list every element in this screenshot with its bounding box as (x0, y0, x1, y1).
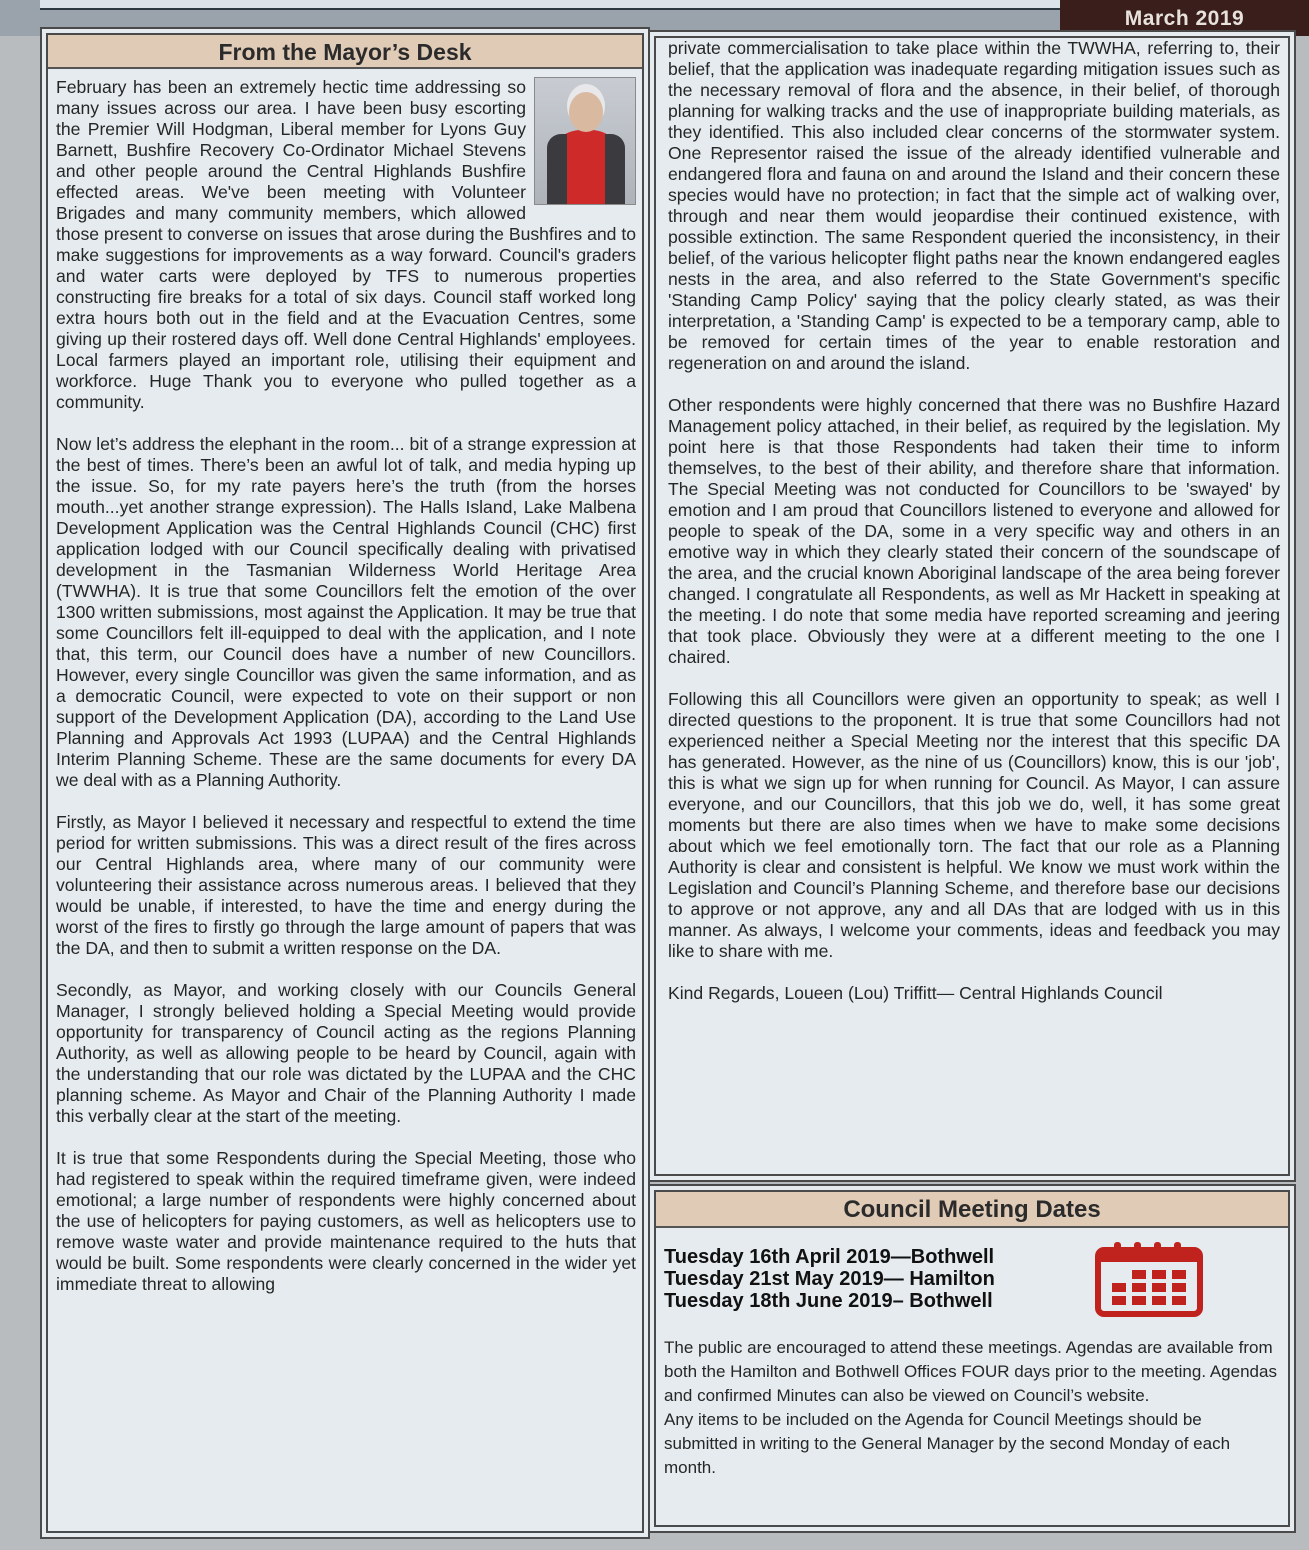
council-meeting-dates-panel (654, 1190, 1290, 1527)
meeting-dates-body (656, 1228, 1288, 1480)
mayors-desk-continued-body (656, 38, 1288, 1004)
mayor-paragraph-5: It is true that some Respondents during the Special Meeting, those who had registered to speak within the required timeframe given, were indeed emotional; a large number of respondents were highly concerned about the use of helicopters for paying customers, as well as helicopters use to remove waste water and provide maintenance required to the huts that would be built. Some respondents were clearly concerned in the wider yet immediate threat to allowing (56, 1148, 636, 1294)
meeting-date-1: Tuesday 16th April 2019—Bothwell (664, 1246, 995, 1268)
meeting-note-1: The public are encouraged to attend these meetings. Agendas are available from both the Hamilton and Bothwell Offices FOUR days prior to the meeting. Agendas and confirmed Minutes can also be viewed on Council’s website. (664, 1338, 1277, 1405)
mayor-paragraph-7: Other respondents were highly concerned that there was no Bushfire Hazard Management policy attached, in their belief, as required by the legislation. My point here is that those Respondents had taken their time to inform themselves, to the best of their ability, and therefore share that information. The Special Meeting was not conducted for Councillors to be 'swayed' by emotion and I am proud that Councillors listened to everyone and allowed for people to speak of the DA, some in a very specific way and others in an emotive way in which they clearly stated their concern of the soundscape of the area, and the crucial known Aboriginal landscape of the area being forever changed. I congratulate all Respondents, as well as Mr Hackett in speaking at the meeting. I do note that some media have reported screaming and jeering that took place. Obviously they were at a different meeting to the one I chaired. (668, 395, 1280, 667)
mayors-desk-continued-panel (654, 36, 1290, 1176)
meeting-notes (664, 1336, 1280, 1480)
issue-date: March 2019 (1060, 0, 1309, 36)
mayor-paragraph-8: Following this all Councillors were given an opportunity to speak; as well I directed questions to the proponent. It is true that some Councillors had not experienced neither a Special Meeting nor the interest that this specific DA has generated. However, as the nine of us (Councillors) know, this is our 'job', this is what we sign up for when running for Council. As Mayor, I can assure everyone, and our Councillors, that this job we do, well, it has some great moments but there are also times when we have to make some decisions about which we feel emotionally torn. The fact that our role as a Planning Authority is clear and consistent is helpful. We know we must work within the Legislation and Council’s Planning Scheme, and therefore base our decisions to approve or not approve, any and all DAs that are lodged with us in this manner. As always, I welcome your comments, ideas and feedback you may like to share with me. (668, 689, 1280, 961)
mayors-desk-title: From the Mayor’s Desk (48, 35, 642, 69)
mayors-desk-panel (46, 33, 644, 1533)
mayor-paragraph-2: Now let’s address the elephant in the room... bit of a strange expression at the best of times. There’s been an awful lot of talk, and media hyping up the issue. So, for my rate payers here’s the truth (from the horses mouth...yet another strange expression). The Halls Island, Lake Malbena Development Application was the Central Highlands Council (CHC) first application lodged with our Council specifically dealing with privatised development in the Tasmanian Wilderness World Heritage Area (TWWHA). It is true that some Councillors felt the emotion of the over 1300 written submissions, most against the Application. It may be true that some Councillors felt ill-equipped to deal with the application, and I note that, this term, our Council does have a number of new Councillors. However, every single Councillor was given the same information, and as a democratic Council, were expected to vote on their support or non support of the Development Application (DA), according to the Land Use Planning and Approvals Act 1993 (LUPAA) and the Central Highlands Interim Planning Scheme. These are the same documents for every DA we deal with as a Planning Authority. (56, 434, 636, 790)
meeting-date-2: Tuesday 21st May 2019— Hamilton (664, 1268, 995, 1290)
mayor-paragraph-1: February has been an extremely hectic time addressing so many issues across our area. I have been busy escorting the Premier Will Hodgman, Liberal member for Lyons Guy Barnett, Bushfire Recovery Co-Ordinator Michael Stevens and other people around the Central Highlands Bushfire effected areas. We've been meeting with Volunteer Brigades and many community members, which allowed those present to converse on issues that arose during the Bushfires and to make suggestions for improvements as a way forward. Council's graders and water carts were deployed by TFS to numerous properties constructing fire breaks for a total of six days. Council staff worked long extra hours both out in the field and at the Evacuation Centres, some giving up their rostered days off. Well done Central Highlands' employees. Local farmers played an important role, utilising their equipment and workforce. Huge Thank you to everyone who pulled together as a community. (56, 77, 636, 412)
header-strip (40, 0, 1060, 10)
mayor-signoff: Kind Regards, Loueen (Lou) Triffitt— Central Highlands Council (668, 983, 1163, 1003)
meeting-date-3: Tuesday 18th June 2019– Bothwell (664, 1290, 993, 1312)
meeting-dates-title: Council Meeting Dates (656, 1192, 1288, 1228)
mayors-desk-body (48, 69, 642, 1295)
mayor-paragraph-3: Firstly, as Mayor I believed it necessary and respectful to extend the time period for written submissions. This was a direct result of the fires across our Central Highlands area, where many of our community were volunteering their assistance across numerous areas. I believed that they would be unable, if interested, to have the time and energy during the worst of the fires to firstly go through the large amount of papers that was the DA, and then to submit a written response on the DA. (56, 812, 636, 958)
mayor-paragraph-6: private commercialisation to take place within the TWWHA, referring to, their belief, that the application was inadequate regarding mitigation issues such as the necessary removal of flora and the absence, in their belief, of thorough planning for walking tracks and the use of inappropriate building materials, as they identified. This also included clear concerns of the stormwater system. One Representor raised the issue of the already identified vulnerable and endangered flora and fauna on and around the Island and their concern these species would have no protection; in fact that the simple act of walking over, through and near them would jeopardise their continued existence, with possible extinction. The same Respondent queried the inconsistency, in their belief, of the various helicopter flight paths near the known endangered eagles nests in the area, and also referred to the State Government's specific 'Standing Camp Policy' saying that the policy clearly stated, as was their interpretation, a 'Standing Camp' is expected to be a temporary camp, able to be removed for certain times of the year to enable restoration and regeneration on and around the island. (668, 38, 1280, 373)
top-band (0, 0, 1309, 36)
mayor-photo (534, 77, 636, 205)
meeting-note-2: Any items to be included on the Agenda for Council Meetings should be submitted in writing to the General Manager by the second Monday of each month. (664, 1410, 1231, 1477)
calendar-icon (1094, 1242, 1204, 1318)
mayor-paragraph-4: Secondly, as Mayor, and working closely with our Councils General Manager, I strongly believed holding a Special Meeting would provide opportunity for transparency of Council acting as the regions Planning Authority, as well as allowing people to be heard by Council, again with the understanding that our role was dictated by the LUPAA and the CHC planning scheme. As Mayor and Chair of the Planning Authority I made this verbally clear at the start of the meeting. (56, 980, 636, 1126)
